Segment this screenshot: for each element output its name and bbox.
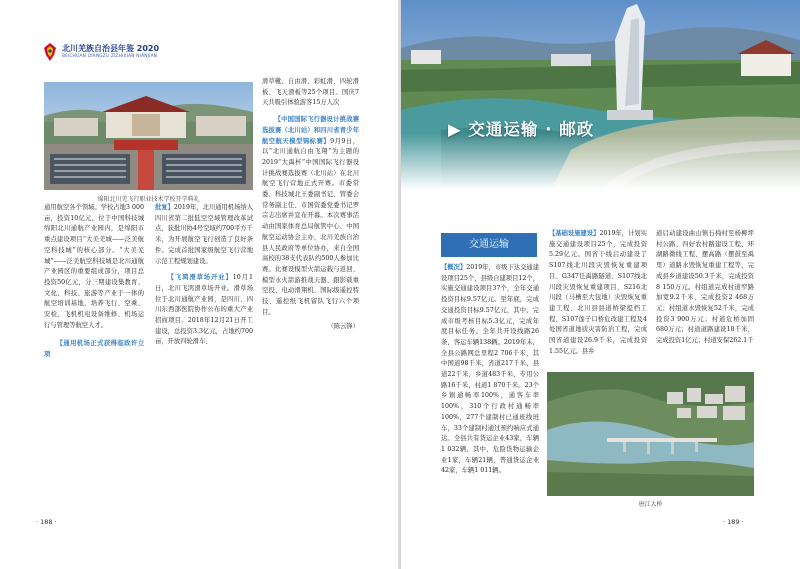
right-column-2 [549, 229, 647, 357]
paragraph-text: 10月1日，北川飞鸿滑草场开业。滑草场位于北川通航产业园，是四川、四川东西部医院协作公布的重大产业招商项目，2018年12月21日开工建设，总投资3.3亿元，占地约700亩，开放四轮滑车、 [155, 274, 253, 346]
right-page [401, 0, 800, 569]
section-heading: 【通用机场正式获得临政许立项 [44, 340, 144, 359]
page-number-right: · 189 · [723, 518, 744, 526]
right-column-1 [441, 263, 539, 477]
paragraph [262, 115, 359, 318]
paragraph [441, 263, 539, 477]
monument-banner-photo [401, 0, 800, 190]
page-number-left: · 188 · [36, 518, 57, 526]
bridge-photo-caption: 唐江大桥 [638, 501, 663, 508]
paragraph-text: 2019年，北川通用机场纳入四川省第二批低空空域管理改革试点，获批川协4号空域约700平方千米，为开展航空飞行创造了良好条件。完成首批国家级航空飞行营地示范工程规划建设。 [155, 204, 253, 265]
left-column-3 [262, 77, 359, 333]
section-heading: 批复】 [155, 204, 174, 211]
ceremony-photo [44, 82, 253, 190]
left-page [0, 0, 399, 569]
author-credit: （陈云锋） [327, 323, 359, 331]
section-heading: 【飞鸿滑草场开业】 [167, 274, 233, 282]
paragraph: 滑草靴、自由滑、彩虹滑、四轮滑板、飞天滑板等25个项目。国庆7天共吸引体验游客15万人次 [262, 78, 359, 107]
yearbook-logo-icon [42, 42, 58, 62]
paragraph: 通用航空各个领域。学校占地3 000亩，投资10亿元，位于中国科技城绵阳北川通航产业园内，是绵阳市重点建设项目“大美羌城——泛美航空科技城”的核心部分。“大美羌城”——泛美航空科技城是北川通航产业园区的重要组成部分，项目总投资50亿元，分三期建设集教育、文化、科技、旅游等产业于一体的航空培训基地，培养飞行、空乘、安检、飞机机电设备维修、机场运行与管理等航空人才。 [44, 204, 144, 329]
left-column-1 [44, 203, 144, 361]
paragraph-text: 9月9日，以“北川通航自由飞翔”为主题的2019“大禹杯”中国国际飞行器设计挑战赛选拔赛（北川站）在北川航空飞行营地正式开赛。市委常委、科技城北王委副书记、管委会常务副主任、市国资委党委书记罗宗志出席并宣布开幕。本次赛事活动由国家体育总局航管中心、中国航空运动协会主办，北川羌族自治县人民政府等单位协办，来自全国高校的38支代表队约500人参加比赛。比赛设模型火箭运载与返回、模型水火箭游推战天器、跟影载重空投、电动滑翔机、国际级遥控特技、遥控纸飞机留队飞行六个项目。 [262, 137, 360, 316]
paragraph-text: 2019年，市级下达交通建设项目25个，县级自建项目12个，实施交通建设项目37个，全年交通投资目标9.57亿元。至年底，完成交通投资目标9.57亿元，其中，完成市级考核目标5.3亿元，完成年度目标任务。全年共开设线路26条，客运车辆138辆。2019年末，全县公路网总里程2 706千米，其中国道98千米，省道217千米，县道22千米，乡道483千米，专用公路16千米，村道1 870千米。23个乡镇通畅率100%，通客车率100%，310个行政村通畅率100%，277个建制村已通班线班车，33个建制村通过预约响应式通达。全县共有货运企业43家，车辆1 032辆，其中，危险货物运输企业1家，车辆21辆，普通货运企业42家，车辆1 011辆。 [441, 264, 540, 475]
paragraph [549, 229, 647, 357]
header-subtitle: BEICHUAN QIANGZU ZIZHIXIAN NIANJIAN [62, 54, 158, 59]
header-title: 北川羌族自治县年鉴 2020 [62, 44, 160, 53]
section-banner-title: ▶ 交通运输 · 邮政 [448, 120, 595, 139]
bridge-photo [547, 372, 754, 496]
running-header [42, 40, 202, 64]
section-heading: 【基础设施建设】 [549, 230, 600, 237]
section-label-box: 交通运输 [441, 233, 537, 257]
paragraph [155, 273, 253, 348]
section-heading: 【概况】 [441, 264, 467, 271]
paragraph: 道启动建设曲山镇石椅村至杨柳坪村公路、四好农村路建设工程、环湖路微线工程、摆高路（摆鼓至禹里）道路水毁恢复重建工程等，完成县乡道建设50.3千米，完成投资8 150万元。村组道完成村道窄路加宽9.2千米，完成投资2 468万元；村组道水毁恢复52千米，完成投资3 900万元；村道危桥加固680万元；村道道路建设18千米，完成投资1亿元；村道安保262.1千 [656, 230, 754, 345]
right-column-3 [656, 229, 754, 347]
section-heading: 【中国国际飞行器设计挑战赛选拔赛（北川站）和四川省青少年航空航天模型锦标赛】 [262, 116, 359, 145]
paragraph-text: 2019年，计划实施交通建设项目25个，完成投资5.29亿元。国省干线启动建设了S107线北川段灾毁恢复重建项目、G347任禹路隧道、S107线北川段灾毁恢复重建项目、S216北川段（马槽至大包地）灾毁恢复重建工程、北川县县道桥梁提档工程、S107莲子口桥危改建工程及4处国省道地质灾害防治工程，完成国省道建设26.9千米，完成投资1.55亿元。县乡 [549, 230, 648, 355]
left-column-2 [155, 203, 253, 348]
ceremony-photo-caption: 绵阳北川羌飞行职业技术学校开学典礼 [97, 196, 200, 203]
paragraph [44, 339, 144, 360]
paragraph [155, 203, 253, 267]
